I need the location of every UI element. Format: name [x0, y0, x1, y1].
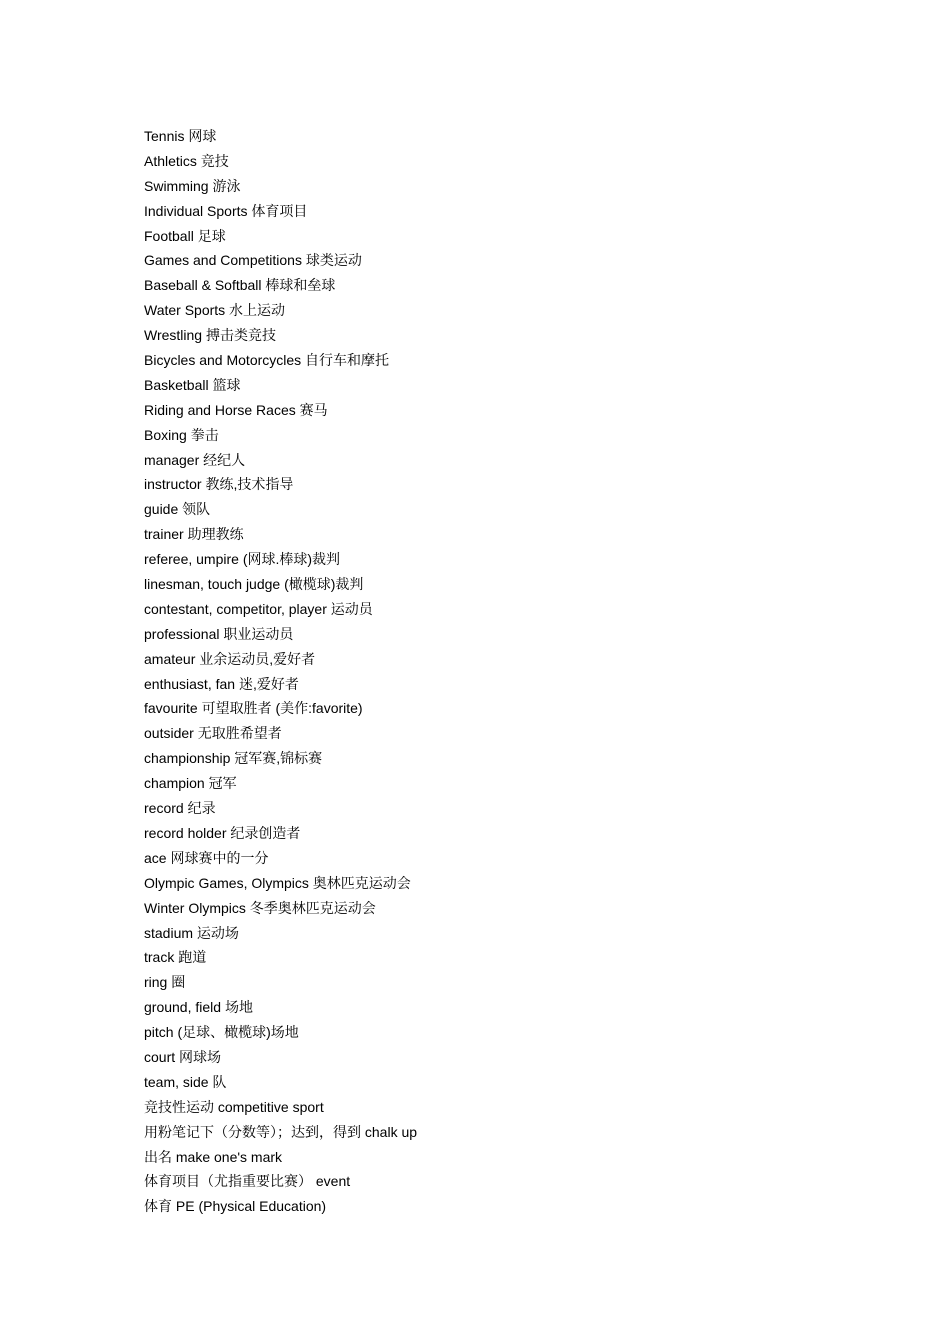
- vocab-line: linesman, touch judge (橄榄球)裁判: [144, 576, 364, 593]
- vocab-line: championship 冠军赛,锦标赛: [144, 750, 323, 767]
- vocab-line: Athletics 竞技: [144, 152, 229, 169]
- vocab-line: record holder 纪录创造者: [144, 824, 301, 841]
- vocab-line: enthusiast, fan 迷,爱好者: [144, 675, 299, 692]
- vocab-line: amateur 业余运动员,爱好者: [144, 650, 316, 667]
- vocab-line: Winter Olympics 冬季奥林匹克运动会: [144, 899, 376, 916]
- vocab-line: Olympic Games, Olympics 奥林匹克运动会: [144, 874, 411, 891]
- vocab-line: ring 圈: [144, 974, 186, 991]
- vocab-line: guide 领队: [144, 501, 211, 518]
- vocab-line: manager 经纪人: [144, 451, 246, 468]
- vocab-line: ace 网球赛中的一分: [144, 849, 269, 866]
- vocab-line: stadium 运动场: [144, 924, 239, 941]
- vocab-line: Riding and Horse Races 赛马: [144, 401, 328, 418]
- vocab-line: 竞技性运动 competitive sport: [144, 1098, 324, 1115]
- vocab-line: referee, umpire (网球.棒球)裁判: [144, 551, 341, 568]
- sports-vocabulary-list: [144, 124, 417, 1219]
- vocab-line: outsider 无取胜希望者: [144, 725, 282, 742]
- vocab-line: Games and Competitions 球类运动: [144, 252, 362, 269]
- vocab-line: track 跑道: [144, 949, 207, 966]
- vocab-line: champion 冠军: [144, 775, 237, 792]
- vocab-line: contestant, competitor, player 运动员: [144, 600, 373, 617]
- vocab-line: Football 足球: [144, 227, 226, 244]
- vocab-line: Tennis 网球: [144, 128, 217, 144]
- vocab-line: 用粉笔记下（分数等）；达到，得到 chalk up: [144, 1123, 418, 1140]
- vocab-line: Basketball 篮球: [144, 376, 241, 393]
- vocab-line: professional 职业运动员: [144, 625, 294, 642]
- vocab-line: Bicycles and Motorcycles 自行车和摩托: [144, 352, 390, 369]
- vocab-line: 体育 PE (Physical Education): [144, 1198, 327, 1215]
- vocab-line: Water Sports 水上运动: [144, 302, 286, 319]
- vocab-line: instructor 教练,技术指导: [144, 476, 294, 493]
- vocab-line: Baseball & Softball 棒球和垒球: [144, 277, 336, 294]
- vocab-line: 出名 make one's mark: [144, 1148, 283, 1165]
- vocab-line: Boxing 拳击: [144, 426, 219, 443]
- vocab-line: 体育项目（尤指重要比赛） event: [144, 1173, 351, 1190]
- vocab-line: Swimming 游泳: [144, 177, 241, 194]
- vocab-line: team, side 队: [144, 1073, 227, 1090]
- vocab-line: favourite 可望取胜者 (美作:favorite): [144, 700, 363, 717]
- vocab-line: record 纪录: [144, 800, 216, 817]
- vocab-line: Individual Sports 体育项目: [144, 202, 308, 219]
- vocab-line: Wrestling 搏击类竞技: [144, 327, 276, 344]
- vocab-line: court 网球场: [144, 1048, 222, 1065]
- vocab-line: trainer 助理教练: [144, 526, 244, 543]
- vocab-line: pitch (足球、橄榄球)场地: [144, 1024, 299, 1041]
- vocab-line: ground, field 场地: [144, 999, 253, 1016]
